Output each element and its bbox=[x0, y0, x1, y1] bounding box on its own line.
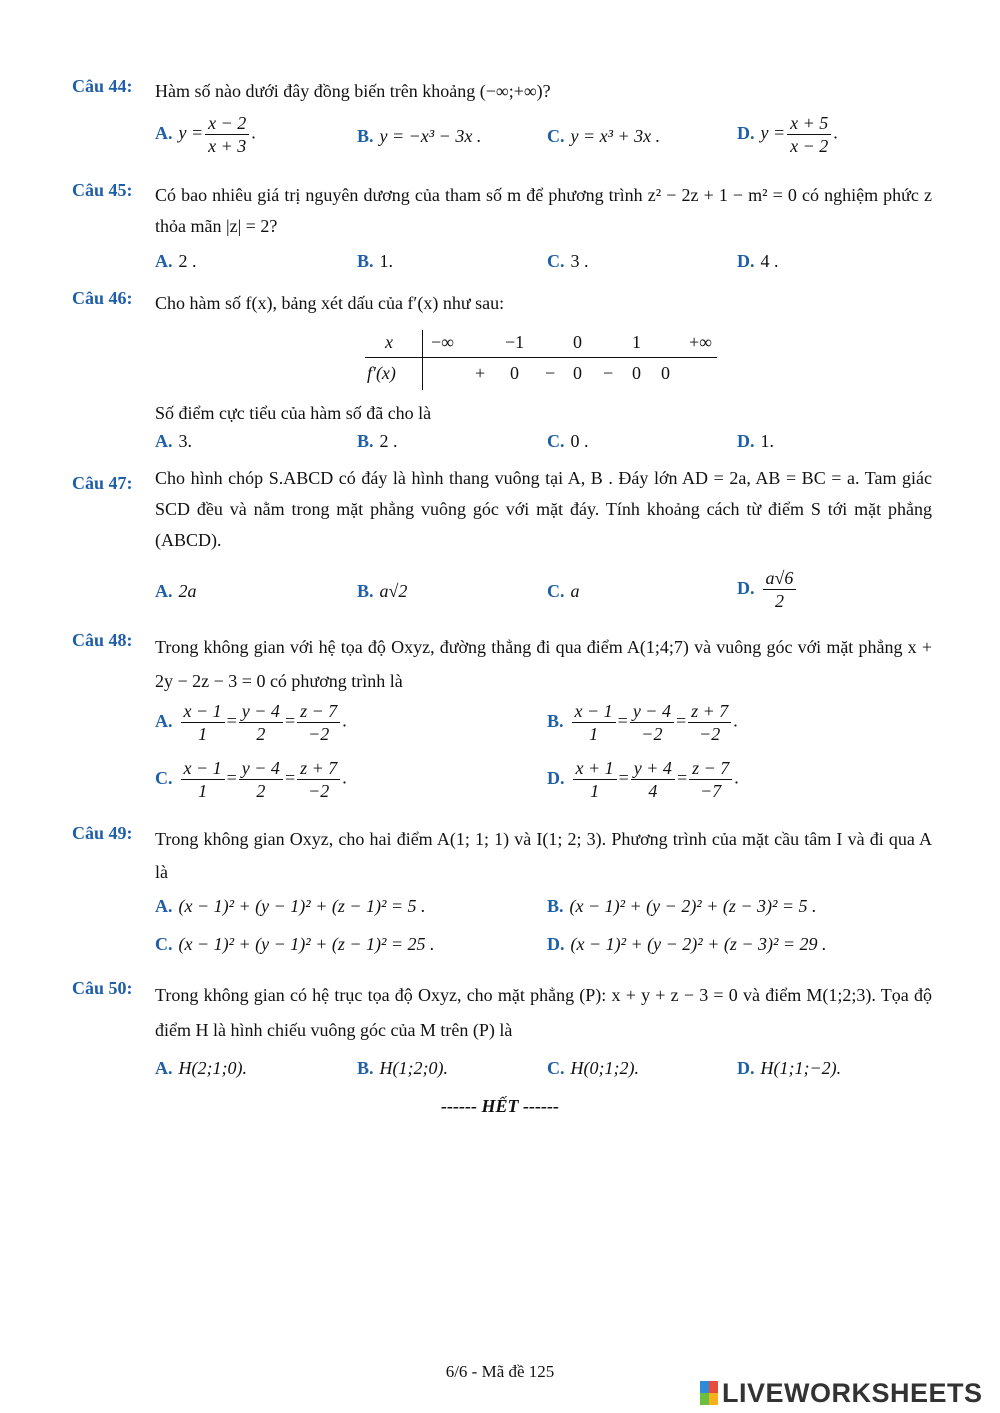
question-text-2: Số điểm cực tiểu của hàm số đã cho là bbox=[155, 403, 432, 423]
liveworksheets-icon bbox=[700, 1381, 718, 1405]
option-b[interactable]: B. $\frac{x - 1}{1}$ = $\frac{y - 4}{-2}$ = $\frac{z + 7}{-2}$ . bbox=[547, 701, 738, 744]
option-a[interactable]: A. $\frac{x - 1}{1}$ = $\frac{y - 4}{2}$ = $\frac{z - 7}{-2}$ . bbox=[155, 701, 347, 744]
table-sign: 0 bbox=[573, 363, 582, 383]
table-divider-vertical bbox=[422, 330, 423, 390]
question-48 bbox=[72, 630, 932, 810]
question-text: Cho hàm số f(x), bảng xét dấu của f′(x) như sau: bbox=[155, 293, 505, 313]
sign-table bbox=[365, 330, 717, 390]
table-sign: − bbox=[603, 363, 614, 383]
option-d[interactable]: D. $\frac{a√6}{2}$ bbox=[737, 567, 798, 612]
option-b[interactable]: B. a√2 bbox=[357, 581, 408, 601]
option-a[interactable]: A. (x − 1)² + (y − 1)² + (z − 1)² = 5 . bbox=[155, 896, 426, 916]
option-c[interactable]: C. $\frac{x - 1}{1}$ = $\frac{y - 4}{2}$ = $\frac{z + 7}{-2}$ . bbox=[155, 758, 347, 801]
option-c[interactable]: C. 0 . bbox=[547, 431, 589, 451]
question-label: Câu 48: bbox=[72, 630, 133, 650]
option-d[interactable]: D. H(1;1;−2). bbox=[737, 1058, 842, 1078]
question-text: Trong không gian có hệ trục tọa độ Oxyz, cho mặt phẳng (P): x + y + z − 3 = 0 và điểm M(1;2;3). Tọa độ điểm H là hình chiếu vuông góc của M trên (P) là bbox=[155, 985, 932, 1040]
question-label: Câu 50: bbox=[72, 978, 133, 998]
table-x-value: −∞ bbox=[431, 332, 454, 352]
option-d[interactable]: D. y = $\frac{x + 5}{x - 2}$ . bbox=[737, 113, 838, 156]
option-a[interactable]: A. H(2;1;0). bbox=[155, 1058, 247, 1078]
question-text: Trong không gian với hệ tọa độ Oxyz, đường thẳng đi qua điểm A(1;4;7) và vuông góc với mặt phẳng x + 2y − 2z − 3 = 0 có phương trình là bbox=[155, 637, 932, 691]
question-label: Câu 47: bbox=[72, 473, 133, 493]
option-d[interactable]: D. $\frac{x + 1}{1}$ = $\frac{y + 4}{4}$ = $\frac{z - 7}{-7}$ . bbox=[547, 758, 739, 801]
option-a[interactable]: A. 2 . bbox=[155, 251, 197, 271]
brand-logo[interactable] bbox=[700, 1378, 983, 1408]
page-footer: 6/6 - Mã đề 125 bbox=[445, 1362, 555, 1381]
option-c[interactable]: C. 3 . bbox=[547, 251, 589, 271]
table-x-value: −1 bbox=[505, 332, 525, 352]
end-mark: ------ HẾT ------ bbox=[441, 1096, 559, 1116]
question-text: Trong không gian Oxyz, cho hai điểm A(1; 1; 1) và I(1; 2; 3). Phương trình của mặt cầu tâm I và đi qua A là bbox=[155, 829, 932, 882]
table-x-value: 1 bbox=[632, 332, 641, 352]
table-sign: 0 bbox=[510, 363, 519, 383]
question-text: Có bao nhiêu giá trị nguyên dương của tham số m để phương trình z² − 2z + 1 − m² = 0 có nghiệm phức z thỏa mãn |z| = 2? bbox=[155, 185, 932, 236]
table-x-value: +∞ bbox=[689, 332, 712, 352]
option-a[interactable]: A. y = $\frac{x - 2}{x + 3}$ . bbox=[155, 113, 256, 156]
option-b[interactable]: B. (x − 1)² + (y − 2)² + (z − 3)² = 5 . bbox=[547, 896, 817, 916]
question-label: Câu 45: bbox=[72, 180, 133, 200]
option-a[interactable]: A. 3. bbox=[155, 431, 192, 451]
option-d[interactable]: D. 1. bbox=[737, 431, 774, 451]
question-text: Hàm số nào dưới đây đồng biến trên khoảng (−∞;+∞)? bbox=[155, 81, 551, 101]
question-45 bbox=[72, 180, 932, 280]
table-sign: + bbox=[475, 363, 486, 383]
option-c[interactable]: C. H(0;1;2). bbox=[547, 1058, 639, 1078]
option-b[interactable]: B. 1. bbox=[357, 251, 394, 271]
option-c[interactable]: C. (x − 1)² + (y − 1)² + (z − 1)² = 25 . bbox=[155, 934, 435, 954]
option-c[interactable]: C. y = x³ + 3x . bbox=[547, 126, 661, 146]
question-49 bbox=[72, 823, 932, 963]
question-47 bbox=[72, 463, 932, 623]
question-44 bbox=[72, 76, 932, 166]
table-fprime-head: f′(x) bbox=[367, 363, 396, 383]
option-b[interactable]: B. y = −x³ − 3x . bbox=[357, 126, 482, 146]
brand-text: LIVEWORKSHEETS bbox=[722, 1377, 983, 1408]
table-x-value: 0 bbox=[573, 332, 582, 352]
option-b[interactable]: B. 2 . bbox=[357, 431, 398, 451]
table-sign: − bbox=[545, 363, 556, 383]
table-x-head: x bbox=[385, 332, 393, 352]
question-50 bbox=[72, 978, 932, 1088]
table-sign: 0 bbox=[632, 363, 641, 383]
option-a[interactable]: A. 2a bbox=[155, 581, 197, 601]
option-d[interactable]: D. 4 . bbox=[737, 251, 779, 271]
option-c[interactable]: C. a bbox=[547, 581, 580, 601]
option-d[interactable]: D. (x − 1)² + (y − 2)² + (z − 3)² = 29 . bbox=[547, 934, 827, 954]
table-sign: 0 bbox=[661, 363, 670, 383]
question-label: Câu 46: bbox=[72, 288, 133, 308]
question-text: Cho hình chóp S.ABCD có đáy là hình thang vuông tại A, B . Đáy lớn AD = 2a, AB = BC = a. Tam giác SCD đều và nằm trong mặt phẳng vuông góc với mặt đáy. Tính khoảng cách từ điểm S tới mặt phẳng (ABCD). bbox=[155, 468, 932, 550]
question-label: Câu 44: bbox=[72, 76, 133, 96]
table-divider-horizontal bbox=[365, 357, 717, 358]
option-b[interactable]: B. H(1;2;0). bbox=[357, 1058, 448, 1078]
question-label: Câu 49: bbox=[72, 823, 133, 843]
